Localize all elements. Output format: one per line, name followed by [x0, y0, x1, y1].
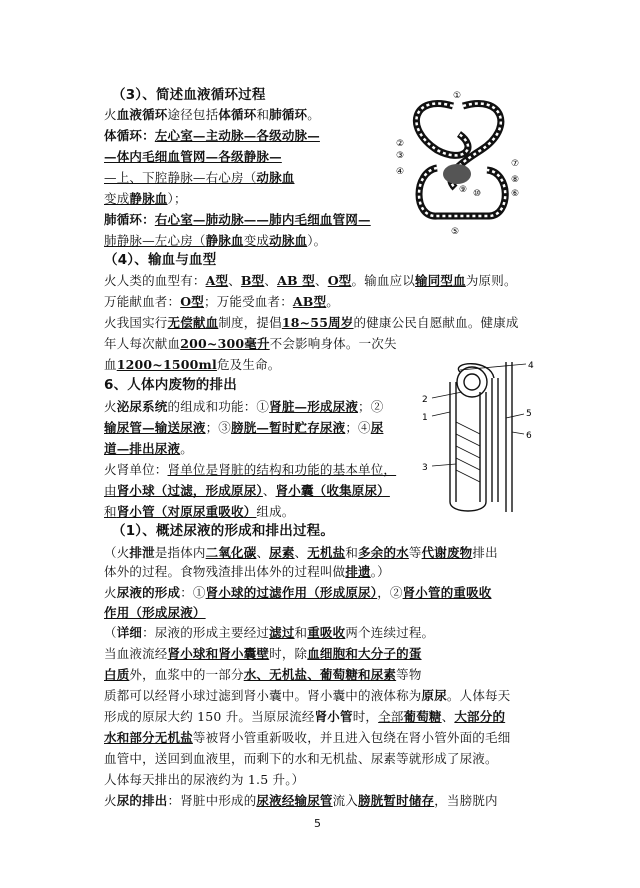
circulation-line-6: 肺循环：右心室—肺动脉——肺内毛细血管网—: [104, 212, 371, 227]
label-9: ⑨: [459, 185, 468, 195]
circulation-loops-inner: [416, 104, 505, 217]
urine-line-8: 质都可以经肾小球过滤到肾小囊中。肾小囊中的液体称为原尿。人体每天: [104, 688, 511, 703]
blood-line-2: 万能献血者：O型；万能受血者：AB型。: [104, 294, 339, 309]
nephron-label-6: 6: [526, 431, 532, 441]
blood-line-5: 血1200~1500ml危及生命。: [104, 357, 281, 372]
urine-line-10: 水和部分无机盐等被肾小管重新吸收，并且进入包绕在肾小管外面的毛细: [104, 730, 511, 745]
label-4: ④: [396, 167, 405, 177]
excretion-line-4: 火肾单位：肾单位是肾脏的结构和功能的基本单位，: [104, 462, 397, 477]
excretion-line-2: 输尿管—输送尿液；③膀胱—暂时贮存尿液；④尿: [104, 420, 384, 435]
nephron-label-3: 3: [422, 463, 428, 473]
label-8: ⑧: [511, 175, 520, 185]
urine-line-4: 作用（形成尿液）: [104, 605, 206, 620]
label-5: ⑤: [451, 227, 460, 237]
section-title-excretion: 6、人体内废物的排出: [104, 377, 237, 393]
circulation-line-4: —上、下腔静脉—右心房（动脉血: [104, 170, 295, 185]
circulation-line-7: 肺静脉—左心房（静脉血变成动脉血）。: [104, 233, 327, 248]
label-1: ①: [453, 91, 462, 101]
excretion-line-6: 和肾小管（对原尿重吸收）组成。: [104, 504, 295, 519]
nephron-label-2: 2: [422, 395, 428, 405]
urine-line-11: 血管中，送回到血液里，而剩下的水和无机盐、尿素等就形成了尿液。: [104, 751, 498, 766]
blood-line-3: 火我国实行无偿献血制度，提倡18~55周岁的健康公民自愿献血。健康成: [104, 315, 519, 330]
section-title-urine: （1）、概述尿液的形成和排出过程。: [112, 523, 335, 539]
blood-line-4: 年人每次献血200~300毫升不会影响身体。一次失: [104, 336, 397, 351]
circulation-loops: [416, 104, 505, 217]
circulation-line-5: 变成静脉血）；: [104, 191, 187, 206]
circulation-line-3: —体内毛细血管网—各级静脉—: [104, 149, 282, 164]
excretion-line-3: 道—排出尿液。: [104, 441, 193, 456]
circulation-line-2: 体循环：左心室—主动脉—各级动脉—: [104, 128, 320, 143]
label-6: ⑥: [511, 189, 520, 199]
blood-circulation-diagram: [393, 88, 525, 238]
label-3: ③: [396, 151, 405, 161]
heart-shape: [443, 164, 471, 184]
urine-line-3: 火尿液的形成：①肾小球的过滤作用（形成原尿），②肾小管的重吸收: [104, 585, 492, 600]
page-number: 5: [314, 817, 321, 830]
urine-line-12: 人体每天排出的尿液约为 1.5 升。）: [104, 772, 305, 787]
urine-line-6: 当血液流经肾小球和肾小囊壁时，除血细胞和大分子的蛋: [104, 646, 422, 661]
urine-line-1: （火排泄是指体内二氧化碳、尿素、无机盐和多余的水等代谢废物排出: [104, 545, 498, 560]
nephron-label-5: 5: [526, 409, 532, 419]
urine-line-7: 白质外，血浆中的一部分水、无机盐、葡萄糖和尿素等物: [104, 667, 422, 682]
urine-line-2: 体外的过程。食物残渣排出体外的过程叫做排遗。）: [104, 564, 390, 579]
nephron-label-1: 1: [422, 413, 428, 423]
label-10: ⑩: [473, 189, 482, 199]
capillary-network: [456, 422, 480, 482]
label-2: ②: [396, 139, 405, 149]
section-title-circulation: （3）、简述血液循环过程: [112, 87, 266, 103]
urine-line-13: 火尿的排出：肾脏中形成的尿液经输尿管流入膀胱暂时储存，当膀胱内: [104, 793, 498, 808]
excretion-line-1: 火泌尿系统的组成和功能：①肾脏—形成尿液；②: [104, 399, 384, 414]
urine-line-5: （详细：尿液的形成主要经过滤过和重吸收两个连续过程。: [104, 625, 435, 640]
nephron-diagram: [420, 352, 540, 517]
label-7: ⑦: [511, 159, 520, 169]
circulation-line-1: 火血液循环途径包括体循环和肺循环。: [104, 107, 320, 122]
nephron-label-4: 4: [528, 361, 534, 371]
excretion-line-5: 由肾小球（过滤，形成原尿）、肾小囊（收集原尿）: [104, 483, 390, 498]
nephron-structure: [450, 362, 512, 512]
section-title-blood-type: （4）、输血与血型: [104, 252, 217, 268]
blood-line-1: 火人类的血型有：A型、B型、AB 型、O型。输血应以输同型血为原则。: [104, 273, 517, 288]
urine-line-9: 形成的原尿大约 150 升。当原尿流经肾小管时，全部葡萄糖、大部分的: [104, 709, 506, 724]
